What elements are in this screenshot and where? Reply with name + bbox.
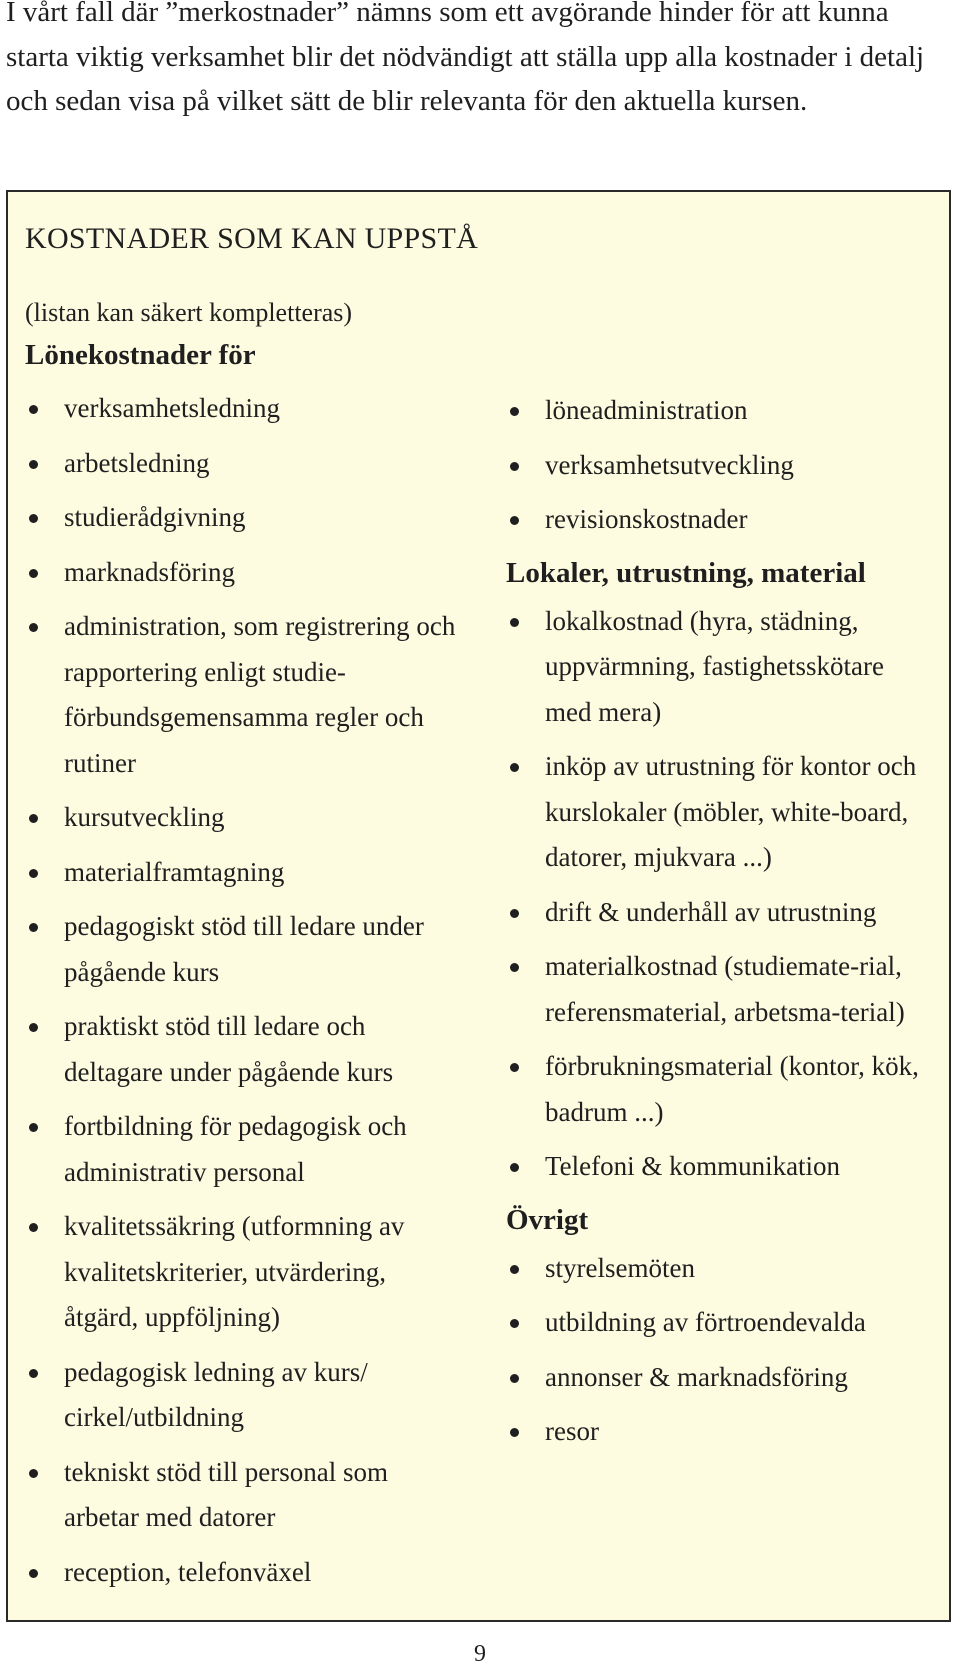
list-item-text: studierådgivning bbox=[64, 502, 246, 532]
list-item-text: styrelsemöten bbox=[545, 1252, 695, 1283]
list-item bbox=[25, 1004, 465, 1095]
bullet-icon bbox=[510, 1265, 519, 1274]
bullet-icon bbox=[29, 460, 38, 469]
list-item bbox=[25, 550, 465, 596]
other-costs-list bbox=[506, 1246, 936, 1455]
bullet-icon bbox=[510, 963, 519, 972]
list-item bbox=[506, 388, 936, 434]
list-item-text: drift & underhåll av utrustning bbox=[545, 896, 877, 927]
list-item-text: utbildning av förtroendevalda bbox=[545, 1307, 866, 1337]
list-item bbox=[506, 890, 936, 936]
box-note: (listan kan säkert kompletteras) bbox=[25, 298, 353, 327]
list-item-text: pedagogisk ledning av kurs/ cirkel/utbildning bbox=[64, 1356, 368, 1432]
bullet-icon bbox=[29, 1223, 38, 1232]
list-item-text: förbrukningsmaterial (kontor, kök, badrum ...) bbox=[545, 1051, 919, 1127]
list-item-text: materialkostnad (studiemate-rial, referensmaterial, arbetsma-terial) bbox=[545, 951, 905, 1027]
list-item-text: pedagogiskt stöd till ledare under pågående kurs bbox=[64, 911, 424, 987]
bullet-icon bbox=[510, 618, 519, 627]
list-item bbox=[506, 1409, 936, 1455]
list-item-text: inköp av utrustning för kontor och kurslokaler (möbler, white-board, datorer, mjukvara ...) bbox=[545, 751, 917, 872]
bullet-icon bbox=[510, 1063, 519, 1072]
bullet-icon bbox=[510, 462, 519, 471]
list-item-text: lokalkostnad (hyra, städning, uppvärmning, fastighetsskötare med mera) bbox=[545, 605, 884, 727]
bullet-icon bbox=[29, 1569, 38, 1578]
list-item-text: administration, som registrering och rapportering enligt studie-förbundsgemensamma regler och rutiner bbox=[64, 611, 456, 778]
bullet-icon bbox=[29, 814, 38, 823]
salary-costs-list bbox=[25, 386, 465, 1595]
bullet-icon bbox=[510, 1428, 519, 1437]
list-item-text: reception, telefonväxel bbox=[64, 1556, 312, 1587]
premises-list bbox=[506, 599, 936, 1190]
list-item bbox=[25, 850, 465, 896]
bullet-icon bbox=[29, 405, 38, 414]
list-item bbox=[25, 1350, 465, 1441]
left-column bbox=[25, 334, 465, 1604]
intro-paragraph: I vårt fall där ”merkostnader” nämns som ett avgörande hinder för att kunna starta viktig verksamhet blir det nödvändigt att ställa upp alla kostnader i detalj och sedan visa på vilket sätt de blir relevanta för den aktuella kursen. bbox=[6, 0, 925, 117]
list-item-text: arbetsledning bbox=[64, 447, 210, 478]
list-item bbox=[25, 1204, 465, 1341]
list-item bbox=[506, 744, 936, 881]
list-item-text: fortbildning för pedagogisk och administrativ personal bbox=[64, 1111, 407, 1187]
list-item bbox=[506, 599, 936, 736]
list-item-text: verksamhetsutveckling bbox=[545, 449, 794, 480]
list-item bbox=[506, 1300, 936, 1346]
list-item bbox=[506, 1355, 936, 1401]
bullet-icon bbox=[29, 923, 38, 932]
list-item-text: tekniskt stöd till personal som arbetar med datorer bbox=[64, 1456, 388, 1532]
heading-other: Övrigt bbox=[506, 1203, 589, 1236]
bullet-icon bbox=[510, 909, 519, 918]
list-item-text: revisionskostnader bbox=[545, 504, 748, 534]
salary-costs-list-continued bbox=[506, 388, 936, 543]
right-column bbox=[506, 388, 936, 1464]
list-item bbox=[506, 1044, 936, 1135]
box-title: KOSTNADER SOM KAN UPPSTÅ bbox=[25, 222, 479, 255]
list-item bbox=[25, 1550, 465, 1596]
bullet-icon bbox=[29, 569, 38, 578]
list-item-text: verksamhetsledning bbox=[64, 393, 280, 423]
bullet-icon bbox=[29, 869, 38, 878]
list-item bbox=[506, 443, 936, 489]
list-item bbox=[25, 1104, 465, 1195]
list-item bbox=[25, 1450, 465, 1541]
bullet-icon bbox=[510, 1374, 519, 1383]
list-item-text: marknadsföring bbox=[64, 556, 235, 587]
cost-info-box bbox=[6, 190, 951, 1622]
list-item-text: kursutveckling bbox=[64, 802, 225, 832]
list-item-text: materialframtagning bbox=[64, 856, 285, 887]
bullet-icon bbox=[29, 1469, 38, 1478]
list-item bbox=[25, 386, 465, 432]
bullet-icon bbox=[29, 1369, 38, 1378]
bullet-icon bbox=[510, 516, 519, 525]
list-item-text: löneadministration bbox=[545, 395, 748, 425]
list-item-text: annonser & marknadsföring bbox=[545, 1361, 848, 1392]
bullet-icon bbox=[510, 763, 519, 772]
list-item bbox=[25, 604, 465, 786]
bullet-icon bbox=[510, 407, 519, 416]
list-item bbox=[25, 795, 465, 841]
list-item-text: resor bbox=[545, 1416, 599, 1446]
bullet-icon bbox=[29, 1123, 38, 1132]
heading-salary-costs: Lönekostnader för bbox=[25, 339, 256, 371]
list-item bbox=[25, 441, 465, 487]
list-item-text: praktiskt stöd till ledare och deltagare under pågående kurs bbox=[64, 1011, 394, 1087]
bullet-icon bbox=[29, 1023, 38, 1032]
list-item bbox=[25, 904, 465, 995]
bullet-icon bbox=[510, 1163, 519, 1172]
list-item bbox=[506, 1144, 936, 1190]
page-number: 9 bbox=[474, 1641, 486, 1667]
list-item bbox=[506, 497, 936, 543]
list-item bbox=[506, 1246, 936, 1292]
bullet-icon bbox=[29, 623, 38, 632]
list-item-text: Telefoni & kommunikation bbox=[545, 1151, 841, 1181]
bullet-icon bbox=[29, 514, 38, 523]
bullet-icon bbox=[510, 1319, 519, 1328]
heading-premises-equipment-material: Lokaler, utrustning, material bbox=[506, 556, 866, 589]
list-item bbox=[25, 495, 465, 541]
list-item-text: kvalitetssäkring (utformning av kvalitetskriterier, utvärdering, åtgärd, uppföljning) bbox=[64, 1211, 405, 1332]
list-item bbox=[506, 944, 936, 1035]
